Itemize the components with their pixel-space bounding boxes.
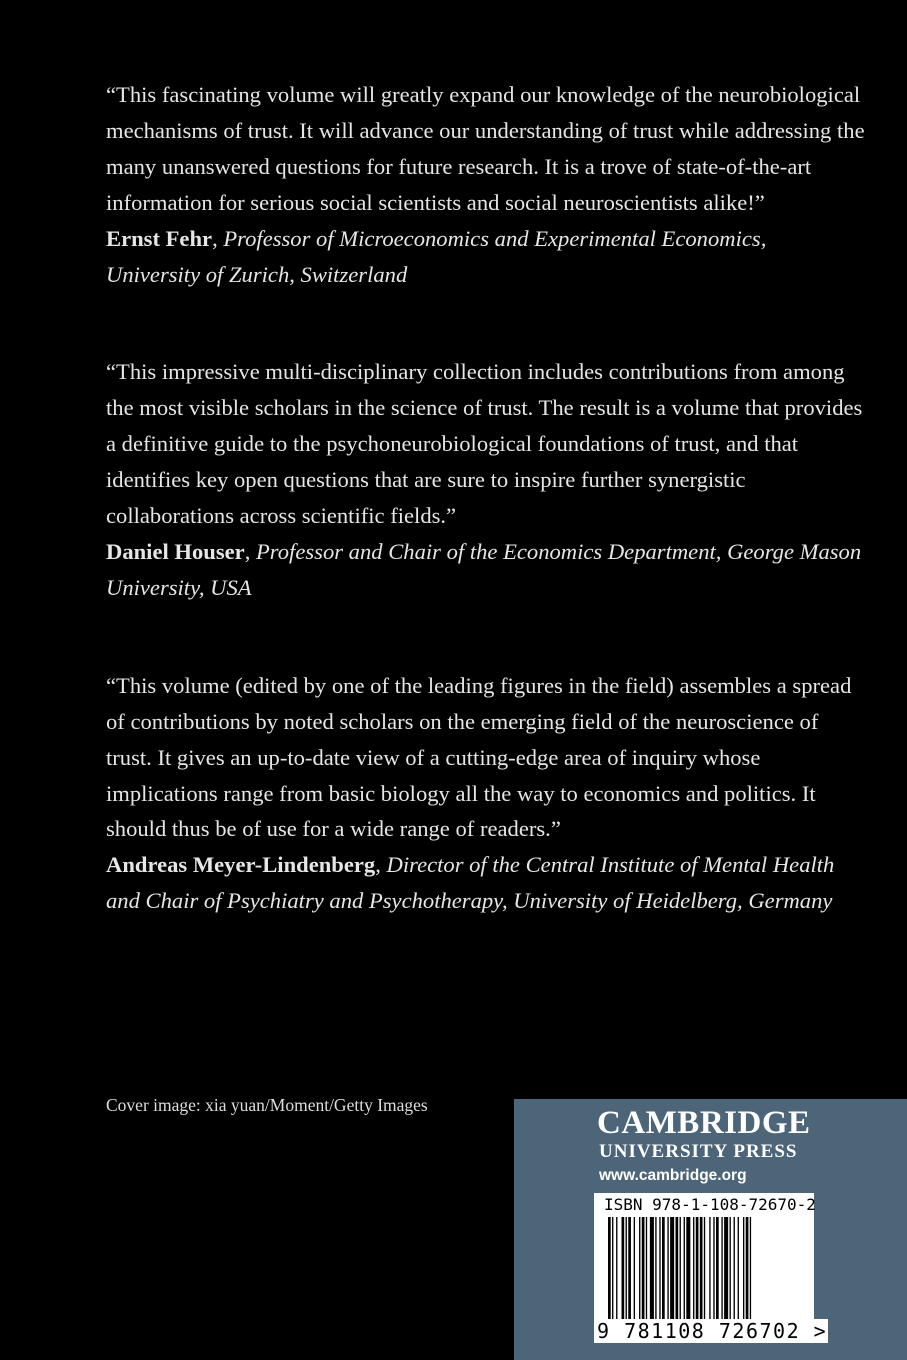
endorser-role: Professor and Chair of the Economics Department, George Mason University, USA <box>106 538 862 600</box>
barcode-bar <box>704 1217 705 1327</box>
barcode-bar <box>709 1217 710 1327</box>
endorsement-attribution: Ernst Fehr, Professor of Microeconomics and Experimental Economics, University of Zurich, Switzerland <box>106 225 767 287</box>
barcode-bar <box>676 1217 679 1327</box>
endorsement-attribution: Andreas Meyer-Lindenberg, Director of the Central Institute of Mental Health and Chair of Psychiatry and Psychotherapy, University of Heidelberg, Germany <box>106 852 835 914</box>
barcode-bar <box>670 1217 674 1327</box>
barcode-bar <box>724 1217 728 1327</box>
barcode-bar <box>622 1217 625 1327</box>
endorser-role: Director of the Central Institute of Mental Health and Chair of Psychiatry and Psychotherapy, University of Heidelberg, Germany <box>106 852 835 914</box>
endorser-role: Professor of Microeconomics and Experimental Economics, University of Zurich, Switzerland <box>106 225 767 287</box>
barcode-bar <box>738 1217 739 1327</box>
barcode-bar <box>700 1217 703 1327</box>
barcode-bar <box>750 1217 751 1327</box>
barcode-bar <box>746 1217 749 1327</box>
endorsement-quote: “This volume (edited by one of the leading figures in the field) assembles a spread of contributions by noted scholars on the emerging field of the neuroscience of trust. It gives an up-to-date view of a cutting-edge area of inquiry whose implications range from basic biology all the way to economics and politics. It should thus be of use for a wide range of readers.” <box>106 672 852 842</box>
barcode-bar <box>743 1217 744 1327</box>
barcode-bar <box>696 1217 699 1327</box>
cover-image-credit: Cover image: xia yuan/Moment/Getty Images <box>106 1095 428 1115</box>
barcode-bars <box>608 1217 800 1327</box>
endorser-name: Ernst Fehr <box>106 225 213 251</box>
barcode-bar <box>734 1217 735 1327</box>
endorsement-quote: “This impressive multi-disciplinary collection includes contributions from among the most visible scholars in the science of trust. The result is a volume that provides a definitive guide to the psychoneurobiological foundations of trust, and that identifies key open questions that are sure to inspire further synergistic collaborations across scientific fields.” <box>106 359 863 529</box>
isbn-label: ISBN 978-1-108-72670-2 <box>604 1195 816 1214</box>
endorser-name: Andreas Meyer-Lindenberg <box>106 852 376 878</box>
barcode-bar <box>693 1217 694 1327</box>
endorsement-1 <box>106 77 866 292</box>
barcode-bar <box>716 1217 719 1327</box>
publisher-logo-name: CAMBRIDGE <box>597 1105 811 1141</box>
isbn-barcode <box>594 1193 828 1343</box>
barcode-bar <box>646 1217 647 1327</box>
barcode-bar <box>659 1217 660 1327</box>
barcode-bar <box>616 1217 617 1327</box>
endorsement-attribution: Daniel Houser, Professor and Chair of the Economics Department, George Mason University, USA <box>106 538 862 600</box>
barcode-bar <box>713 1217 714 1327</box>
barcode-bar <box>721 1217 722 1327</box>
barcode-bar <box>626 1217 627 1327</box>
barcode-bar <box>642 1217 645 1327</box>
endorsement-quote: “This fascinating volume will greatly expand our knowledge of the neurobiological mechanisms of trust. It will advance our understanding of trust while addressing the many unanswered questions for future research. It is a trove of state-of-the-art information for serious social scientists and social neuroscientists alike!” <box>106 82 865 215</box>
barcode-bar <box>680 1217 681 1327</box>
barcode-bar <box>684 1217 685 1327</box>
barcode-bar <box>612 1217 613 1327</box>
publisher-panel <box>514 1099 907 1360</box>
endorser-name: Daniel Houser <box>106 538 245 564</box>
barcode-bar <box>634 1217 635 1327</box>
barcode-bar <box>639 1217 640 1327</box>
endorsements <box>106 77 866 981</box>
barcode-bar <box>730 1217 731 1327</box>
barcode-bar <box>628 1217 631 1327</box>
publisher-url: www.cambridge.org <box>599 1167 747 1184</box>
barcode-digits: 9 781108 726702 > <box>597 1319 828 1343</box>
endorsement-2 <box>106 354 866 605</box>
barcode-bar <box>655 1217 656 1327</box>
barcode-bar <box>650 1217 654 1327</box>
barcode-bar <box>608 1217 611 1327</box>
barcode-bar <box>686 1217 690 1327</box>
barcode-bar <box>667 1217 668 1327</box>
publisher-logo-subtitle: UNIVERSITY PRESS <box>599 1141 798 1162</box>
endorsement-3 <box>106 668 866 919</box>
barcode-bar <box>662 1217 665 1327</box>
